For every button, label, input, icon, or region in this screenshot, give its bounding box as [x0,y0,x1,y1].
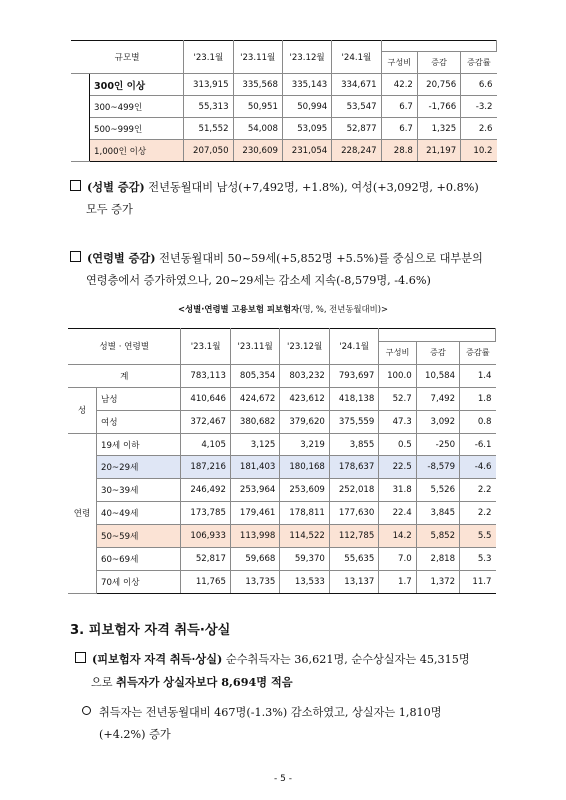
cell: 181,403 [230,456,279,479]
cell: 173,785 [181,502,230,525]
cell: 2,818 [416,548,459,571]
cell: -8,579 [416,456,459,479]
header-spacer [381,41,496,52]
cell: 1,325 [417,118,460,140]
cell: 113,998 [230,525,279,548]
cell: 372,467 [181,410,230,433]
cell: 52,817 [181,548,230,571]
paragraph-text: 연령층에서 증가하였으나, 20~29세는 감소세 지속(-8,579명, -4.6%) [86,274,431,287]
cell: 55,635 [329,548,378,571]
cell: 0.8 [460,410,496,433]
cell: 335,568 [233,74,282,96]
header-col: '24.1월 [329,329,378,365]
header-col: '24.1월 [332,41,381,74]
cell: 11,765 [181,570,230,593]
cell: 253,609 [280,479,329,502]
square-bullet-icon [75,652,86,663]
cell: 100.0 [379,364,416,387]
cell: 10,584 [416,364,459,387]
row-label: 1,000인 이상 [90,140,184,162]
paragraph-text: 전년동월대비 남성(+7,492명, +1.8%), 여성(+3,092명, +0.8%) [144,181,479,194]
paragraph-heading: (피보험자 자격 취득·상실) [92,652,223,666]
square-bullet-icon [70,251,81,262]
cell: 106,933 [181,525,230,548]
row-label: 300인 이상 [90,74,184,96]
cell: 1.7 [379,570,416,593]
cell: 805,354 [230,364,279,387]
cell: 246,492 [181,479,230,502]
cell: 180,168 [280,456,329,479]
cell: 380,682 [230,410,279,433]
table-caption [0,303,566,315]
size-table [71,40,497,162]
paragraph-text: 모두 증가 [86,203,133,216]
cell: 13,735 [230,570,279,593]
cell: 6.6 [461,74,497,96]
row-label: 남성 [97,387,181,410]
header-col: 구성비 [379,342,416,365]
row-label: 30~39세 [97,479,181,502]
cell: 253,964 [230,479,279,502]
cell: -1,766 [417,96,460,118]
header-size: 규모별 [71,41,184,74]
cell: 187,216 [181,456,230,479]
cell: 5,852 [416,525,459,548]
cell: 207,050 [184,140,233,162]
paragraph-text: 취득자는 전년동월대비 467명(-1.3%) 감소하였고, 상실자는 1,810명 [99,706,442,719]
cell: 2.6 [461,118,497,140]
cell: 375,559 [329,410,378,433]
header-col: '23.1월 [181,329,230,365]
indent-cell [71,74,90,162]
cell: -250 [416,433,459,456]
cell: 2.2 [460,502,496,525]
cell: 14.2 [379,525,416,548]
cell: 31.8 [379,479,416,502]
header-col: 구성비 [381,52,417,74]
cell: 178,637 [329,456,378,479]
cell: 13,137 [329,570,378,593]
row-label: 500~999인 [90,118,184,140]
row-label: 70세 이상 [97,570,181,593]
cell: 54,008 [233,118,282,140]
header-group: 성별 · 연령별 [68,329,181,365]
row-label: 여성 [97,410,181,433]
cell: 55,313 [184,96,233,118]
row-label: 50~59세 [97,525,181,548]
cell: 52,877 [332,118,381,140]
paragraph-text: (+4.2%) 증가 [99,728,171,741]
cell: 42.2 [381,74,417,96]
cell: 230,609 [233,140,282,162]
cell: 313,915 [184,74,233,96]
cell: 423,612 [280,387,329,410]
paragraph-text: 순수취득자는 36,621명, 순수상실자는 45,315명 [222,653,470,666]
cell: 410,646 [181,387,230,410]
row-label: 40~49세 [97,502,181,525]
cell: 52.7 [379,387,416,410]
cell: 5.3 [460,548,496,571]
cell: 3,092 [416,410,459,433]
cell: 50,951 [233,96,282,118]
paragraph-age [70,247,510,292]
cell: 3,219 [280,433,329,456]
header-col: '23.12월 [280,329,329,365]
header-col: 증감률 [460,342,496,365]
cell: 5,526 [416,479,459,502]
row-label: 60~69세 [97,548,181,571]
paragraph-heading: (성별 증감) [87,180,145,194]
cell: 53,547 [332,96,381,118]
cell: 47.3 [379,410,416,433]
header-col: 증감률 [461,52,497,74]
cell: 5.5 [460,525,496,548]
cell: 0.5 [379,433,416,456]
cell: 335,143 [282,74,331,96]
cell: 803,232 [280,364,329,387]
cell: 114,522 [280,525,329,548]
cell: 379,620 [280,410,329,433]
caption-title: <성별·연령별 고용보험 피보험자 [178,304,300,314]
cell: 13,533 [280,570,329,593]
cell: 231,054 [282,140,331,162]
cell: 21,197 [417,140,460,162]
cell: 179,461 [230,502,279,525]
cell: 3,125 [230,433,279,456]
cell: 7,492 [416,387,459,410]
cell: 59,668 [230,548,279,571]
header-spacer [379,329,496,342]
row-label: 20~29세 [97,456,181,479]
header-col: 증감 [417,52,460,74]
cell: 334,671 [332,74,381,96]
cell: 6.7 [381,118,417,140]
cell: 112,785 [329,525,378,548]
section-title: 3. 피보험자 자격 취득·상실 [70,623,231,638]
cell: 178,811 [280,502,329,525]
cell: 28.8 [381,140,417,162]
cell: 6.7 [381,96,417,118]
cell: 11.7 [460,570,496,593]
cell: 10.2 [461,140,497,162]
cell: 3,855 [329,433,378,456]
cell: 51,552 [184,118,233,140]
paragraph-detail [82,702,522,746]
paragraph-acquisition [75,648,515,694]
cell: 2.2 [460,479,496,502]
cell: 59,370 [280,548,329,571]
row-label: 300~499인 [90,96,184,118]
cell: 22.4 [379,502,416,525]
header-col: 증감 [416,342,459,365]
paragraph-text: 전년동월대비 50~59세(+5,852명 +5.5%)를 중심으로 대부분의 [155,252,483,265]
cell: 424,672 [230,387,279,410]
header-col: '23.11월 [233,41,282,74]
circle-bullet-icon [82,706,91,715]
paragraph-gender [70,176,510,221]
cell: 50,994 [282,96,331,118]
group-label: 성 [68,387,97,433]
square-bullet-icon [70,180,81,191]
group-label: 연령 [68,433,97,593]
cell: 1.4 [460,364,496,387]
cell: 4,105 [181,433,230,456]
row-label: 계 [68,364,181,387]
header-col: '23.11월 [230,329,279,365]
cell: 783,113 [181,364,230,387]
paragraph-text: 으로 [91,676,117,689]
page-number: - 5 - [274,774,292,784]
gender-age-table [68,328,496,594]
cell: 418,138 [329,387,378,410]
cell: -6.1 [460,433,496,456]
caption-unit: (명, %, 전년동월대비)> [299,304,388,314]
header-col: '23.12월 [282,41,331,74]
cell: 7.0 [379,548,416,571]
paragraph-heading: (연령별 증감) [87,251,156,265]
cell: 177,630 [329,502,378,525]
cell: 3,845 [416,502,459,525]
row-label: 19세 이하 [97,433,181,456]
paragraph-emphasis: 취득자가 상실자보다 8,694명 적음 [116,675,293,689]
cell: -4.6 [460,456,496,479]
cell: -3.2 [461,96,497,118]
cell: 1,372 [416,570,459,593]
cell: 228,247 [332,140,381,162]
cell: 793,697 [329,364,378,387]
cell: 1.8 [460,387,496,410]
cell: 20,756 [417,74,460,96]
cell: 53,095 [282,118,331,140]
header-col: '23.1월 [184,41,233,74]
cell: 22.5 [379,456,416,479]
cell: 252,018 [329,479,378,502]
